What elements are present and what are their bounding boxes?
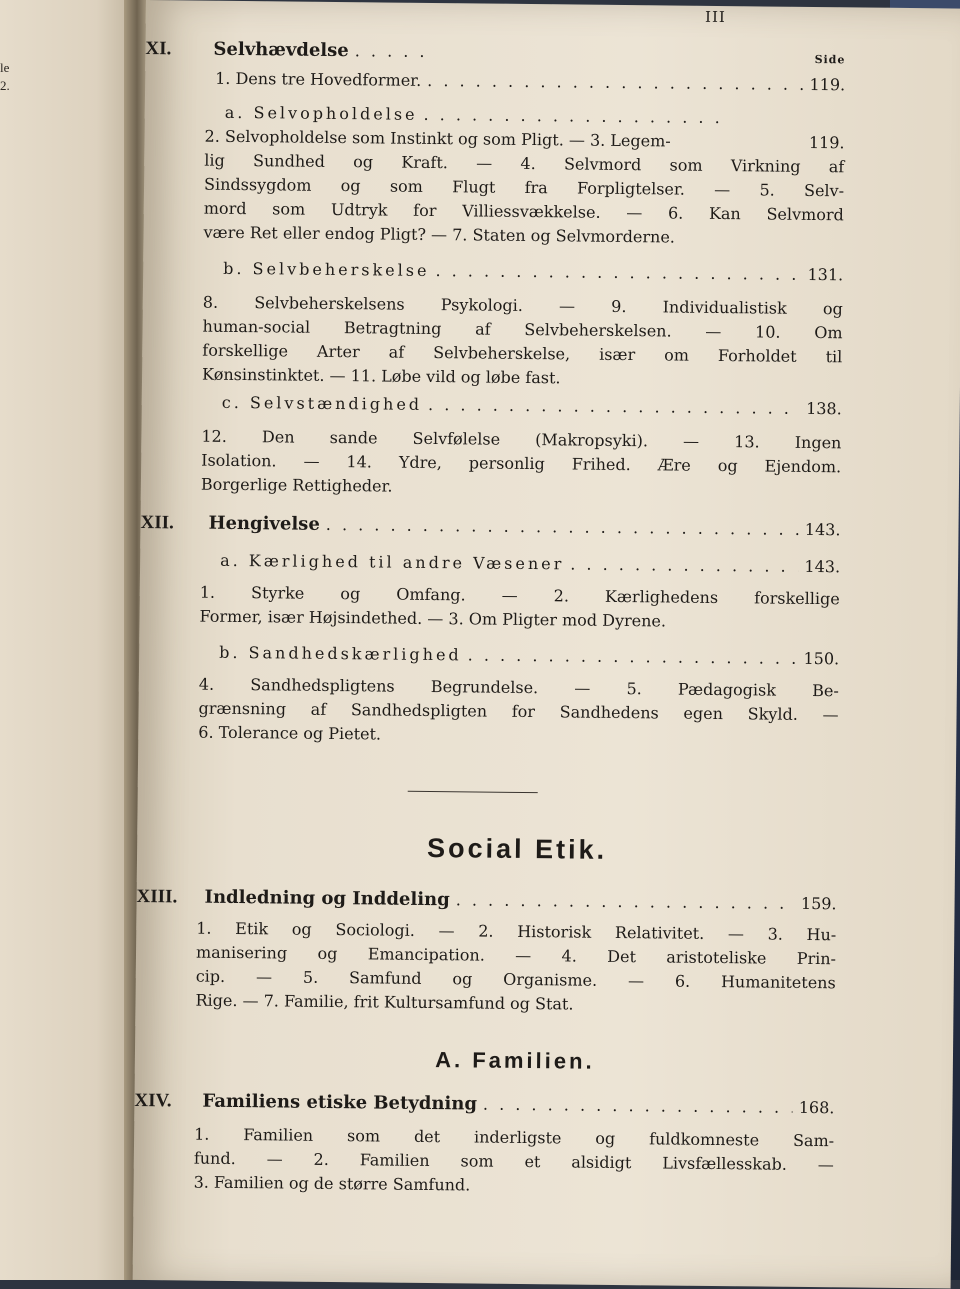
toc-chapter-xiii <box>136 885 837 916</box>
page-number: 119. <box>809 74 846 95</box>
toc-description <box>203 125 844 252</box>
table-of-contents <box>134 1 846 1195</box>
subsection-title: b. Selvbeherskelse <box>223 258 430 280</box>
description-line: human-social Betragtning af Selvbeherskelsen. — 10. Om <box>202 316 843 343</box>
running-header: III <box>704 7 726 27</box>
description-line: Rige. — 7. Familie, frit Kultursamfund og Stat. <box>195 990 574 1014</box>
leader-dots <box>326 515 799 539</box>
side-label: Side <box>814 53 846 67</box>
toc-description <box>195 917 836 1020</box>
description-line: være Ret eller endog Pligt? — 7. Staten og Selvmorderne. <box>203 222 676 247</box>
toc-description <box>193 1123 834 1202</box>
leader-dots <box>570 554 798 575</box>
leader-dots <box>423 105 723 127</box>
page-number: 150. <box>803 648 840 669</box>
subsection-heading: A. Familien. <box>435 1047 595 1074</box>
toc-chapter-xii <box>140 511 841 542</box>
description-line: manisering og Emancipation. — 4. Det aristoteliske Prin- <box>195 942 837 969</box>
chapter-title: Hengivelse <box>208 512 320 535</box>
toc-description <box>199 581 839 636</box>
leader-dots <box>435 261 801 284</box>
chapter-title: Familiens etiske Betydning <box>202 1090 478 1115</box>
chapter-number: XI. <box>145 37 172 60</box>
toc-description <box>198 673 839 752</box>
entry-title: 1. Dens tre Hovedformer. <box>215 68 422 90</box>
toc-chapter-xiv <box>134 1089 835 1120</box>
page-number: 143. <box>804 519 841 540</box>
chapter-title: Indledning og Inddeling <box>204 886 450 911</box>
leader-dots <box>483 1095 793 1117</box>
description-line: Former, især Højsindethed. — 3. Om Pligter mod Dyrene. <box>199 606 667 631</box>
section-divider <box>408 791 538 793</box>
description-line: lig Sundhed og Kraft. — 4. Selvmord som Virkning af <box>204 150 845 177</box>
description-line: forskellige Arter af Selvbeherskelse, især om Forholdet til <box>202 340 843 367</box>
description-line: Borgerlige Rettigheder. <box>200 474 393 496</box>
description-line: fund. — 2. Familien som et alsidigt Livsfællesskab. — <box>193 1148 834 1175</box>
leader-dots <box>428 395 800 418</box>
subsection-title: a. Selvopholdelse <box>224 102 418 124</box>
toc-subsection-b <box>199 643 839 669</box>
description-line: 1. Familien som det inderligste og fuldkomneste Sam- <box>194 1124 835 1151</box>
description-line: 3. Familien og de større Samfund. <box>193 1172 471 1195</box>
description-line: 12. Den sande Selvfølelse (Makropsyki). — 13. Ingen <box>201 426 842 453</box>
chapter-number: XII. <box>140 511 174 534</box>
subsection-title: c. Selvstændighed <box>221 392 423 414</box>
description-line: 1. Etik og Sociologi. — 2. Historisk Relativitet. — 3. Hu- <box>196 918 837 945</box>
left-page <box>0 0 138 1280</box>
left-page-fragment: 2. <box>0 78 10 93</box>
subsection-title: b. Sandhedskærlighed <box>219 642 462 665</box>
description-line: Kønsinstinktet. — 11. Løbe vild og løbe fast. <box>201 364 561 388</box>
toc-description <box>202 291 843 394</box>
description-line: 6. Tolerance og Pietet. <box>198 722 382 744</box>
chapter-title: Selvhævdelse <box>213 38 349 62</box>
description-line: grænsning af Sandhedspligten for Sandhedens egen Skyld. — <box>198 698 839 725</box>
page-number: 143. <box>804 556 841 577</box>
toc-row <box>205 67 845 98</box>
page-number: 131. <box>807 264 844 285</box>
page-number: 168. <box>798 1097 835 1118</box>
leader-dots <box>427 69 804 97</box>
chapter-number: XIV. <box>134 1089 172 1112</box>
toc-subsection-c <box>202 393 842 419</box>
description-line: 8. Selvbeherskelsens Psykologi. — 9. Individualistisk og <box>202 292 843 319</box>
description-line: 1. Styrke og Omfang. — 2. Kærlighedens forskellige <box>199 582 840 609</box>
toc-subsection-a <box>205 103 845 129</box>
chapter-number: XIII. <box>136 885 178 908</box>
toc-chapter-xi <box>145 37 845 68</box>
page-number: 138. <box>806 398 842 419</box>
description-line: cip. — 5. Samfund og Organisme. — 6. Humanitetens <box>195 966 836 993</box>
book-page <box>133 0 960 1288</box>
page-number: 159. <box>800 893 837 914</box>
leader-dots <box>468 645 798 667</box>
section-heading: Social Etik. <box>426 832 608 865</box>
leader-dots <box>355 41 435 61</box>
description-line: Isolation. — 14. Ydre, personlig Frihed. Ære og Ejendom. <box>201 450 842 477</box>
leader-dots <box>456 890 795 913</box>
page-number: 119. <box>808 132 845 153</box>
left-page-fragment: le <box>0 60 10 75</box>
description-line: mord som Udtryk for Villiessvækkelse. — 6. Kan Selvmord <box>203 198 844 225</box>
description-line: 4. Sandhedspligtens Begrundelse. — 5. Pædagogisk Be- <box>198 674 839 701</box>
subsection-title: a. Kærlighed til andre Væsener <box>220 550 565 574</box>
toc-subsection-b <box>203 259 843 285</box>
toc-subsection-a <box>200 551 840 577</box>
description-line: 2. Selvopholdelse som Instinkt og som Pligt. — 3. Legem- <box>204 126 671 151</box>
toc-description <box>201 425 842 504</box>
description-line: Sindssygdom og som Flugt fra Forpligtelser. — 5. Selv- <box>203 174 845 201</box>
